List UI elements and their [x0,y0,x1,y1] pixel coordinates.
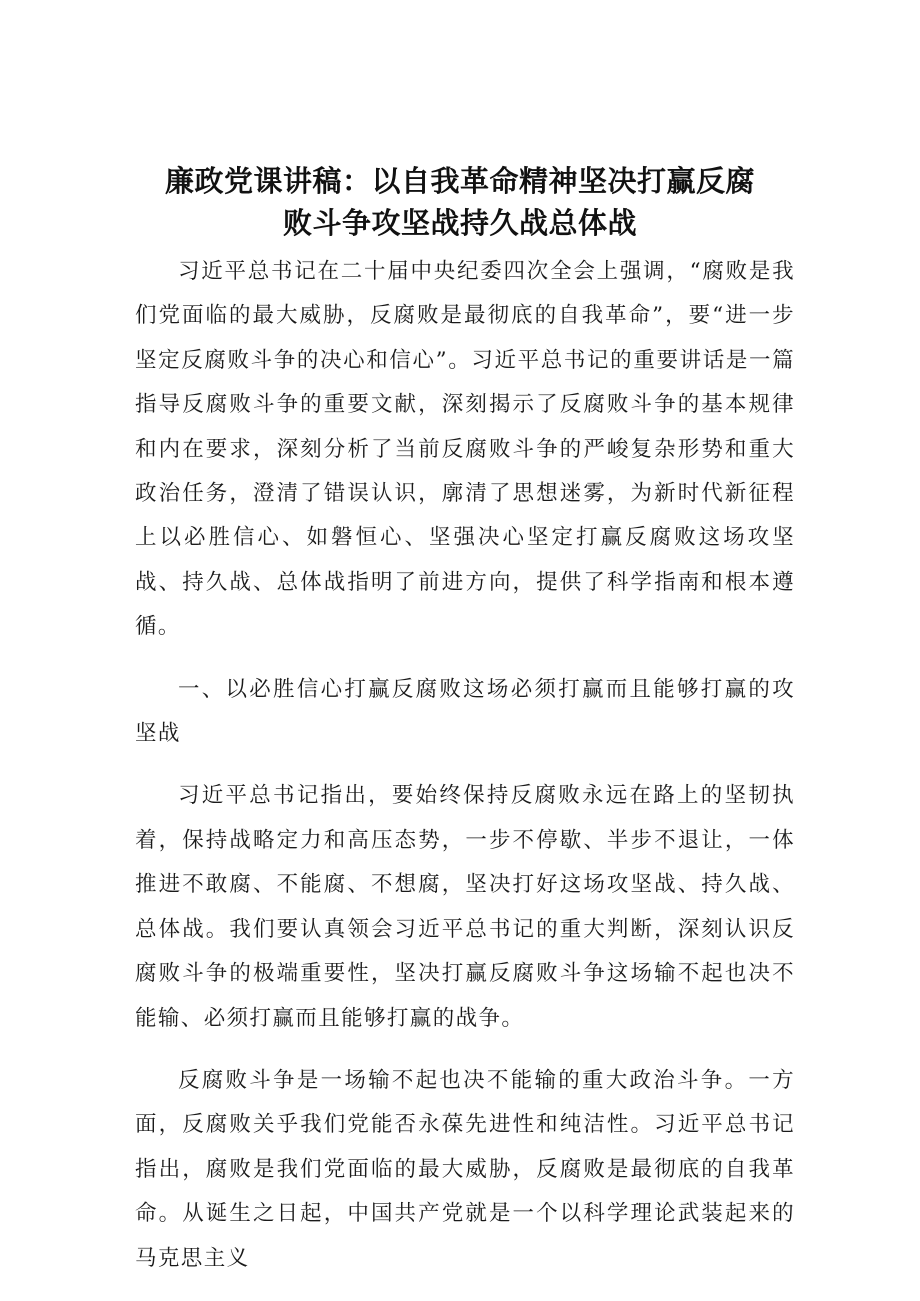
paragraph-section-1-b: 反腐败斗争是一场输不起也决不能输的重大政治斗争。一方面，反腐败关乎我们党能否永葆先进性和纯洁性。习近平总书记指出，腐败是我们党面临的最大威胁，反腐败是最彻底的自我革命。从诞生之日起，中国共产党就是一个以科学理论武装起来的马克思主义 [135,1067,795,1271]
title-line-1: 廉政党课讲稿：以自我革命精神坚决打赢反腐 [164,164,755,198]
title-line-2: 败斗争攻坚战持久战总体战 [282,206,637,240]
paragraph-intro: 习近平总书记在二十届中央纪委四次全会上强调，“腐败是我们党面临的最大威胁，反腐败是最彻底的自我革命”，要“进一步坚定反腐败斗争的决心和信心”。习近平总书记的重要讲话是一篇指导反腐败斗争的重要文献，深刻揭示了反腐败斗争的基本规律和内在要求，深刻分析了当前反腐败斗争的严峻复杂形势和重大政治任务，澄清了错误认识，廓清了思想迷雾，为新时代新征程上以必胜信心、如磐恒心、坚强决心坚定打赢反腐败这场攻坚战、持久战、总体战指明了前进方向，提供了科学指南和根本遵循。 [135,259,795,640]
document-body [135,250,795,1281]
section-heading-1: 一、以必胜信心打赢反腐败这场必须打赢而且能够打赢的攻坚战 [135,676,795,747]
paragraph-section-1-a: 习近平总书记指出，要始终保持反腐败永远在路上的坚韧执着，保持战略定力和高压态势，一步不停歇、半步不退让，一体推进不敢腐、不能腐、不想腐，坚决打好这场攻坚战、持久战、总体战。我们要认真领会习近平总书记的重大判断，深刻认识反腐败斗争的极端重要性，坚决打赢反腐败斗争这场输不起也决不能输、必须打赢而且能够打赢的战争。 [135,783,795,1031]
document-title [120,160,800,244]
